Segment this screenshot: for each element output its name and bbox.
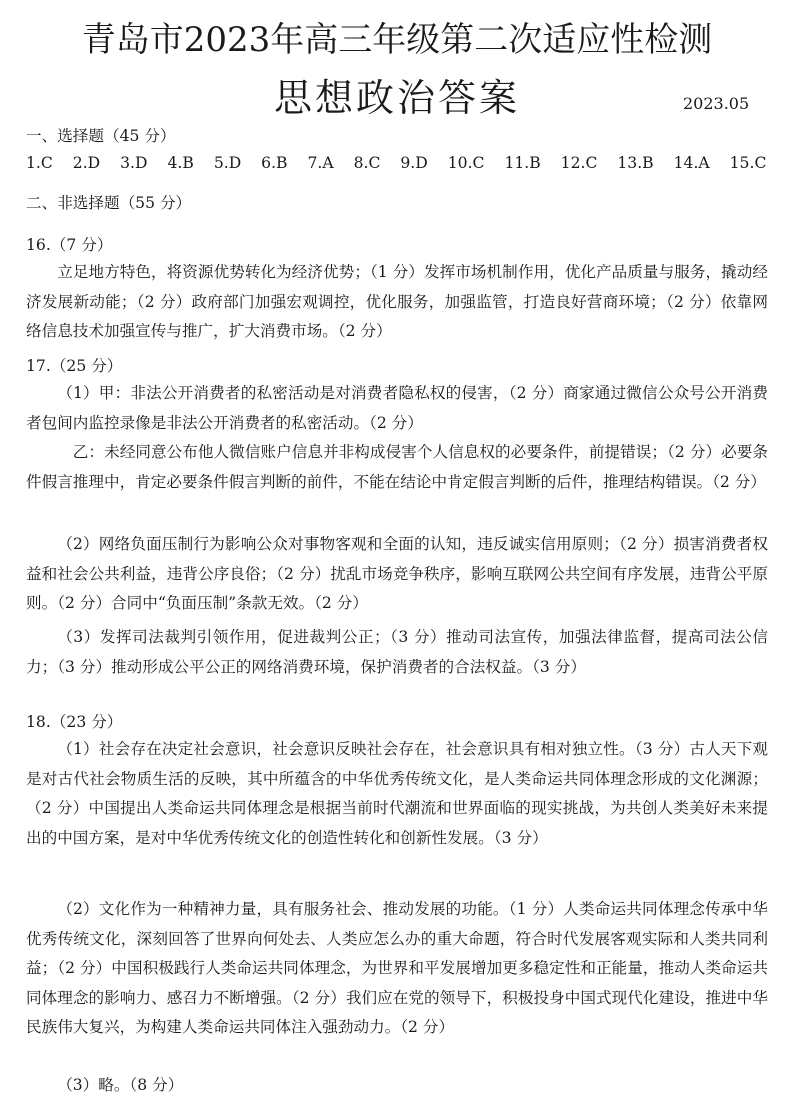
section1-heading: 一、选择题（45 分）: [26, 127, 176, 145]
question-18-label: 18.（23 分）: [26, 713, 123, 731]
document-title: 青岛市2023年高三年级第二次适应性检测: [81, 20, 713, 60]
question-17-part1: （1）甲：非法公开消费者的私密活动是对消费者隐私权的侵害，（2 分）商家通过微信公众号公开消费者包间内监控录像是非法公开消费者的私密活动。（2 分）: [26, 384, 768, 432]
question-16-answer: 立足地方特色，将资源优势转化为经济优势；（1 分）发挥市场机制作用，优化产品质量与服务，撬动经济发展新动能；（2 分）政府部门加强宏观调控，优化服务，加强监管，打造良好营商环境；（2 分）依靠网络信息技术加强宣传与推广，扩大消费市场。（2 分）: [26, 263, 768, 340]
question-17-label: 17.（25 分）: [26, 357, 123, 375]
section2-heading: 二、非选择题（55 分）: [26, 194, 192, 212]
choice-answer: 5.D: [213, 154, 242, 172]
choice-answer: 4.B: [167, 154, 194, 172]
choice-answer: 13.B: [617, 154, 654, 172]
question-17-part1-b: 乙：未经同意公布他人微信账户信息并非构成侵害个人信息权的必要条件，前提错误；（2 分）必要条件假言推理中，肯定必要条件假言判断的前件，不能在结论中肯定假言判断的后件，推理结构错误。（2 分）: [26, 443, 768, 491]
question-18-part3: （3）略。（8 分）: [57, 1076, 184, 1094]
choice-answer: 9.D: [400, 154, 428, 172]
choice-answer: 12.C: [560, 154, 598, 172]
choice-answer: 10.C: [447, 154, 485, 172]
choice-answer: 3.D: [120, 154, 148, 172]
choice-answer-list: [26, 153, 766, 173]
choice-answer: 14.A: [673, 154, 710, 172]
choice-answer: 11.B: [504, 154, 541, 172]
question-16-label: 16.（7 分）: [26, 236, 113, 254]
question-17-part3: （3）发挥司法裁判引领作用，促进裁判公正；（3 分）推动司法宣传，加强法律监督，提高司法公信力；（3 分）推动形成公平公正的网络消费环境，保护消费者的合法权益。（3 分）: [26, 628, 768, 676]
choice-answer: 8.C: [353, 154, 381, 172]
choice-answer: 6.B: [261, 154, 288, 172]
choice-answer: 15.C: [729, 154, 767, 172]
choice-answer: 1.C: [26, 154, 53, 172]
question-18-part2: （2）文化作为一种精神力量，具有服务社会、推动发展的功能。（1 分）人类命运共同体理念传承中华优秀传统文化，深刻回答了世界向何处去、人类应怎么办的重大命题，符合时代发展客观实际和人类共同利益；（2 分）中国积极践行人类命运共同体理念，为世界和平发展增加更多稳定性和正能量，推动人类命运共同体理念的影响力、感召力不断增强。（2 分）我们应在党的领导下，积极投身中国式现代化建设，推进中华民族伟大复兴，为构建人类命运共同体注入强劲动力。（2 分）: [26, 900, 768, 1036]
document-date: 2023.05: [683, 94, 750, 113]
document-subtitle: 思想政治答案: [273, 76, 520, 120]
choice-answer: 7.A: [307, 154, 334, 172]
choice-answer: 2.D: [72, 154, 101, 172]
question-17-part2: （2）网络负面压制行为影响公众对事物客观和全面的认知，违反诚实信用原则；（2 分）损害消费者权益和社会公共利益，违背公序良俗；（2 分）扰乱市场竞争秩序，影响互联网公共空间有序发展，违背公平原则。（2 分）合同中“负面压制”条款无效。（2 分）: [26, 535, 768, 612]
question-18-part1: （1）社会存在决定社会意识，社会意识反映社会存在，社会意识具有相对独立性。（3 分）古人天下观是对古代社会物质生活的反映，其中所蕴含的中华优秀传统文化，是人类命运共同体理念形成的文化渊源；（2 分）中国提出人类命运共同体理念是根据当前时代潮流和世界面临的现实挑战，为共创人类美好未来提出的中国方案，是对中华优秀传统文化的创造性转化和创新性发展。（3 分）: [26, 740, 768, 847]
